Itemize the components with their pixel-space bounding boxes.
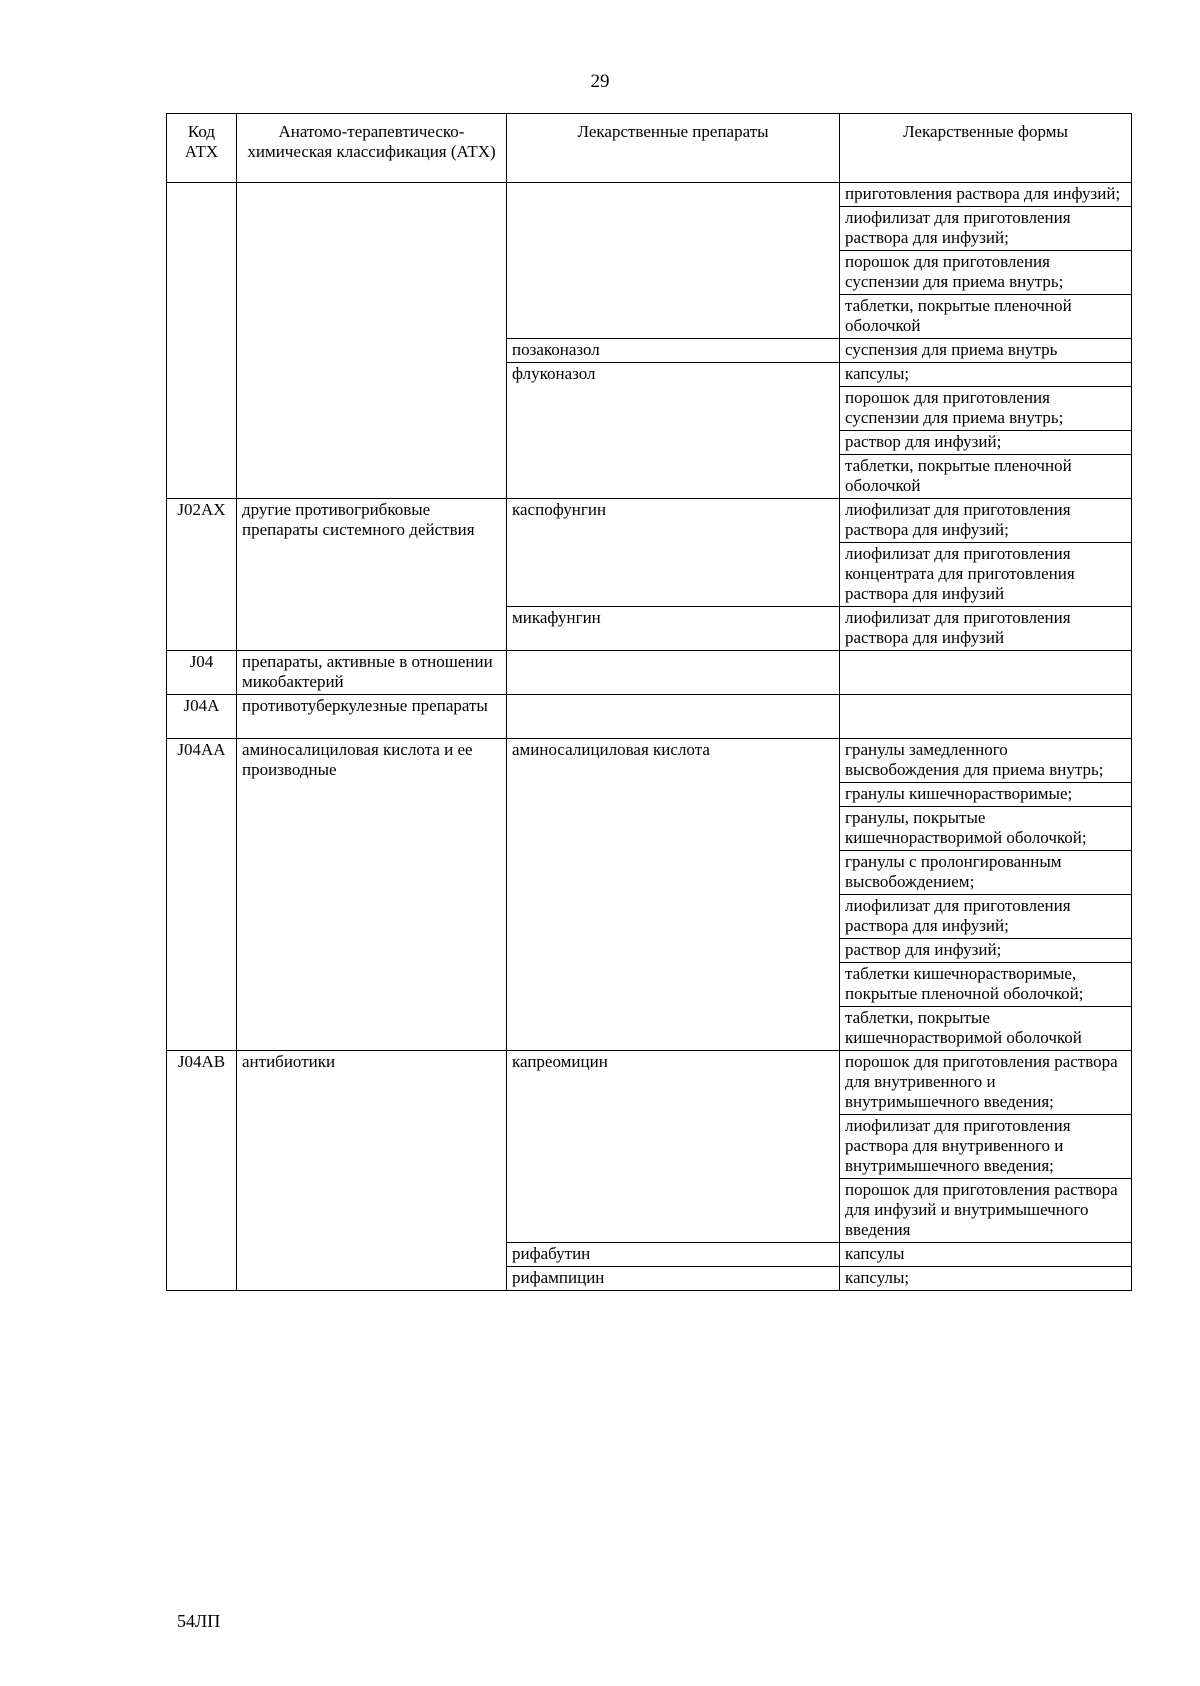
- table-row: [167, 739, 1132, 1051]
- page-number: 29: [590, 71, 610, 92]
- drug-name-cell: рифампицин: [507, 1267, 840, 1291]
- table-body: [167, 183, 1132, 1291]
- drug-name-cell: позаконазол: [507, 339, 840, 363]
- dosage-form-item: [840, 651, 1131, 694]
- dosage-form-item: порошок для приготовления раствора для инфузий и внутримышечного введения: [845, 1180, 1118, 1239]
- dosage-form-item: гранулы с пролонгированным высвобождением;: [840, 851, 1131, 895]
- drug-name-cell: микафунгин: [507, 607, 840, 651]
- atc-code-cell: [167, 183, 237, 499]
- dosage-form-item: капсулы: [845, 1244, 905, 1263]
- dosage-form-item: приготовления раствора для инфузий;: [840, 183, 1131, 207]
- header-code: Код АТХ: [167, 114, 237, 183]
- dosage-form-item: таблетки, покрытые кишечнорастворимой оболочкой: [845, 1008, 1082, 1047]
- drug-name-cell: аминосалициловая кислота: [507, 739, 840, 1051]
- header-classification: Анатомо-терапевтическо-химическая классификация (АТХ): [237, 114, 507, 183]
- atc-code-cell: J04A: [167, 695, 237, 739]
- table-row: [167, 499, 1132, 607]
- dosage-form-item: лиофилизат для приготовления концентрата для приготовления раствора для инфузий: [845, 544, 1075, 603]
- dosage-forms-cell: [840, 739, 1132, 1051]
- atc-classification-cell: препараты, активные в отношении микобактерий: [237, 651, 507, 695]
- drug-name-cell: [507, 183, 840, 339]
- atc-drug-table: [166, 113, 1132, 1291]
- atc-classification-cell: [237, 183, 507, 499]
- dosage-form-item: таблетки, покрытые пленочной оболочкой: [845, 456, 1072, 495]
- dosage-form-item: порошок для приготовления суспензии для приема внутрь;: [840, 387, 1131, 431]
- atc-code-cell: J04AA: [167, 739, 237, 1051]
- dosage-form-item: лиофилизат для приготовления раствора для инфузий;: [840, 207, 1131, 251]
- dosage-forms-cell: [840, 183, 1132, 339]
- drug-name-cell: капреомицин: [507, 1051, 840, 1243]
- dosage-form-item: таблетки, покрытые пленочной оболочкой: [845, 296, 1072, 335]
- dosage-form-item: капсулы;: [840, 363, 1131, 387]
- drug-name-cell: каспофунгин: [507, 499, 840, 607]
- table-row: [167, 183, 1132, 339]
- footer-code: 54ЛП: [177, 1611, 221, 1631]
- dosage-forms-cell: [840, 339, 1132, 363]
- dosage-forms-cell: [840, 695, 1132, 739]
- dosage-form-item: гранулы кишечнорастворимые;: [840, 783, 1131, 807]
- dosage-form-item: раствор для инфузий;: [840, 431, 1131, 455]
- dosage-forms-cell: [840, 651, 1132, 695]
- drug-name-cell: [507, 695, 840, 739]
- table-header-row: [167, 114, 1132, 183]
- dosage-form-item: лиофилизат для приготовления раствора для внутривенного и внутримышечного введения;: [840, 1115, 1131, 1179]
- dosage-forms-cell: [840, 607, 1132, 651]
- atc-classification-cell: другие противогрибковые препараты системного действия: [237, 499, 507, 651]
- dosage-form-item: порошок для приготовления раствора для внутривенного и внутримышечного введения;: [840, 1051, 1131, 1115]
- dosage-forms-cell: [840, 499, 1132, 607]
- dosage-form-item: [840, 695, 1131, 738]
- dosage-form-item: порошок для приготовления суспензии для приема внутрь;: [840, 251, 1131, 295]
- atc-code-cell: J02AX: [167, 499, 237, 651]
- dosage-forms-cell: [840, 1243, 1132, 1267]
- drug-name-cell: [507, 651, 840, 695]
- dosage-form-item: лиофилизат для приготовления раствора для инфузий;: [840, 895, 1131, 939]
- dosage-form-item: лиофилизат для приготовления раствора для инфузий: [845, 608, 1071, 647]
- dosage-form-item: раствор для инфузий;: [840, 939, 1131, 963]
- dosage-forms-cell: [840, 1051, 1132, 1243]
- header-forms: Лекарственные формы: [840, 114, 1132, 183]
- dosage-form-item: гранулы, покрытые кишечнорастворимой оболочкой;: [840, 807, 1131, 851]
- dosage-form-item: капсулы;: [845, 1268, 910, 1287]
- dosage-form-item: лиофилизат для приготовления раствора для инфузий;: [840, 499, 1131, 543]
- table-row: [167, 651, 1132, 695]
- atc-classification-cell: антибиотики: [237, 1051, 507, 1291]
- dosage-forms-cell: [840, 1267, 1132, 1291]
- dosage-forms-cell: [840, 363, 1132, 499]
- table-row: [167, 1051, 1132, 1243]
- atc-classification-cell: противотуберкулезные препараты: [237, 695, 507, 739]
- dosage-form-item: таблетки кишечнорастворимые, покрытые пленочной оболочкой;: [840, 963, 1131, 1007]
- atc-code-cell: J04: [167, 651, 237, 695]
- dosage-form-item: гранулы замедленного высвобождения для приема внутрь;: [840, 739, 1131, 783]
- atc-code-cell: J04AB: [167, 1051, 237, 1291]
- dosage-form-item: суспензия для приема внутрь: [845, 340, 1058, 359]
- header-drugs: Лекарственные препараты: [507, 114, 840, 183]
- drug-name-cell: рифабутин: [507, 1243, 840, 1267]
- table-row: [167, 695, 1132, 739]
- drug-name-cell: флуконазол: [507, 363, 840, 499]
- atc-classification-cell: аминосалициловая кислота и ее производные: [237, 739, 507, 1051]
